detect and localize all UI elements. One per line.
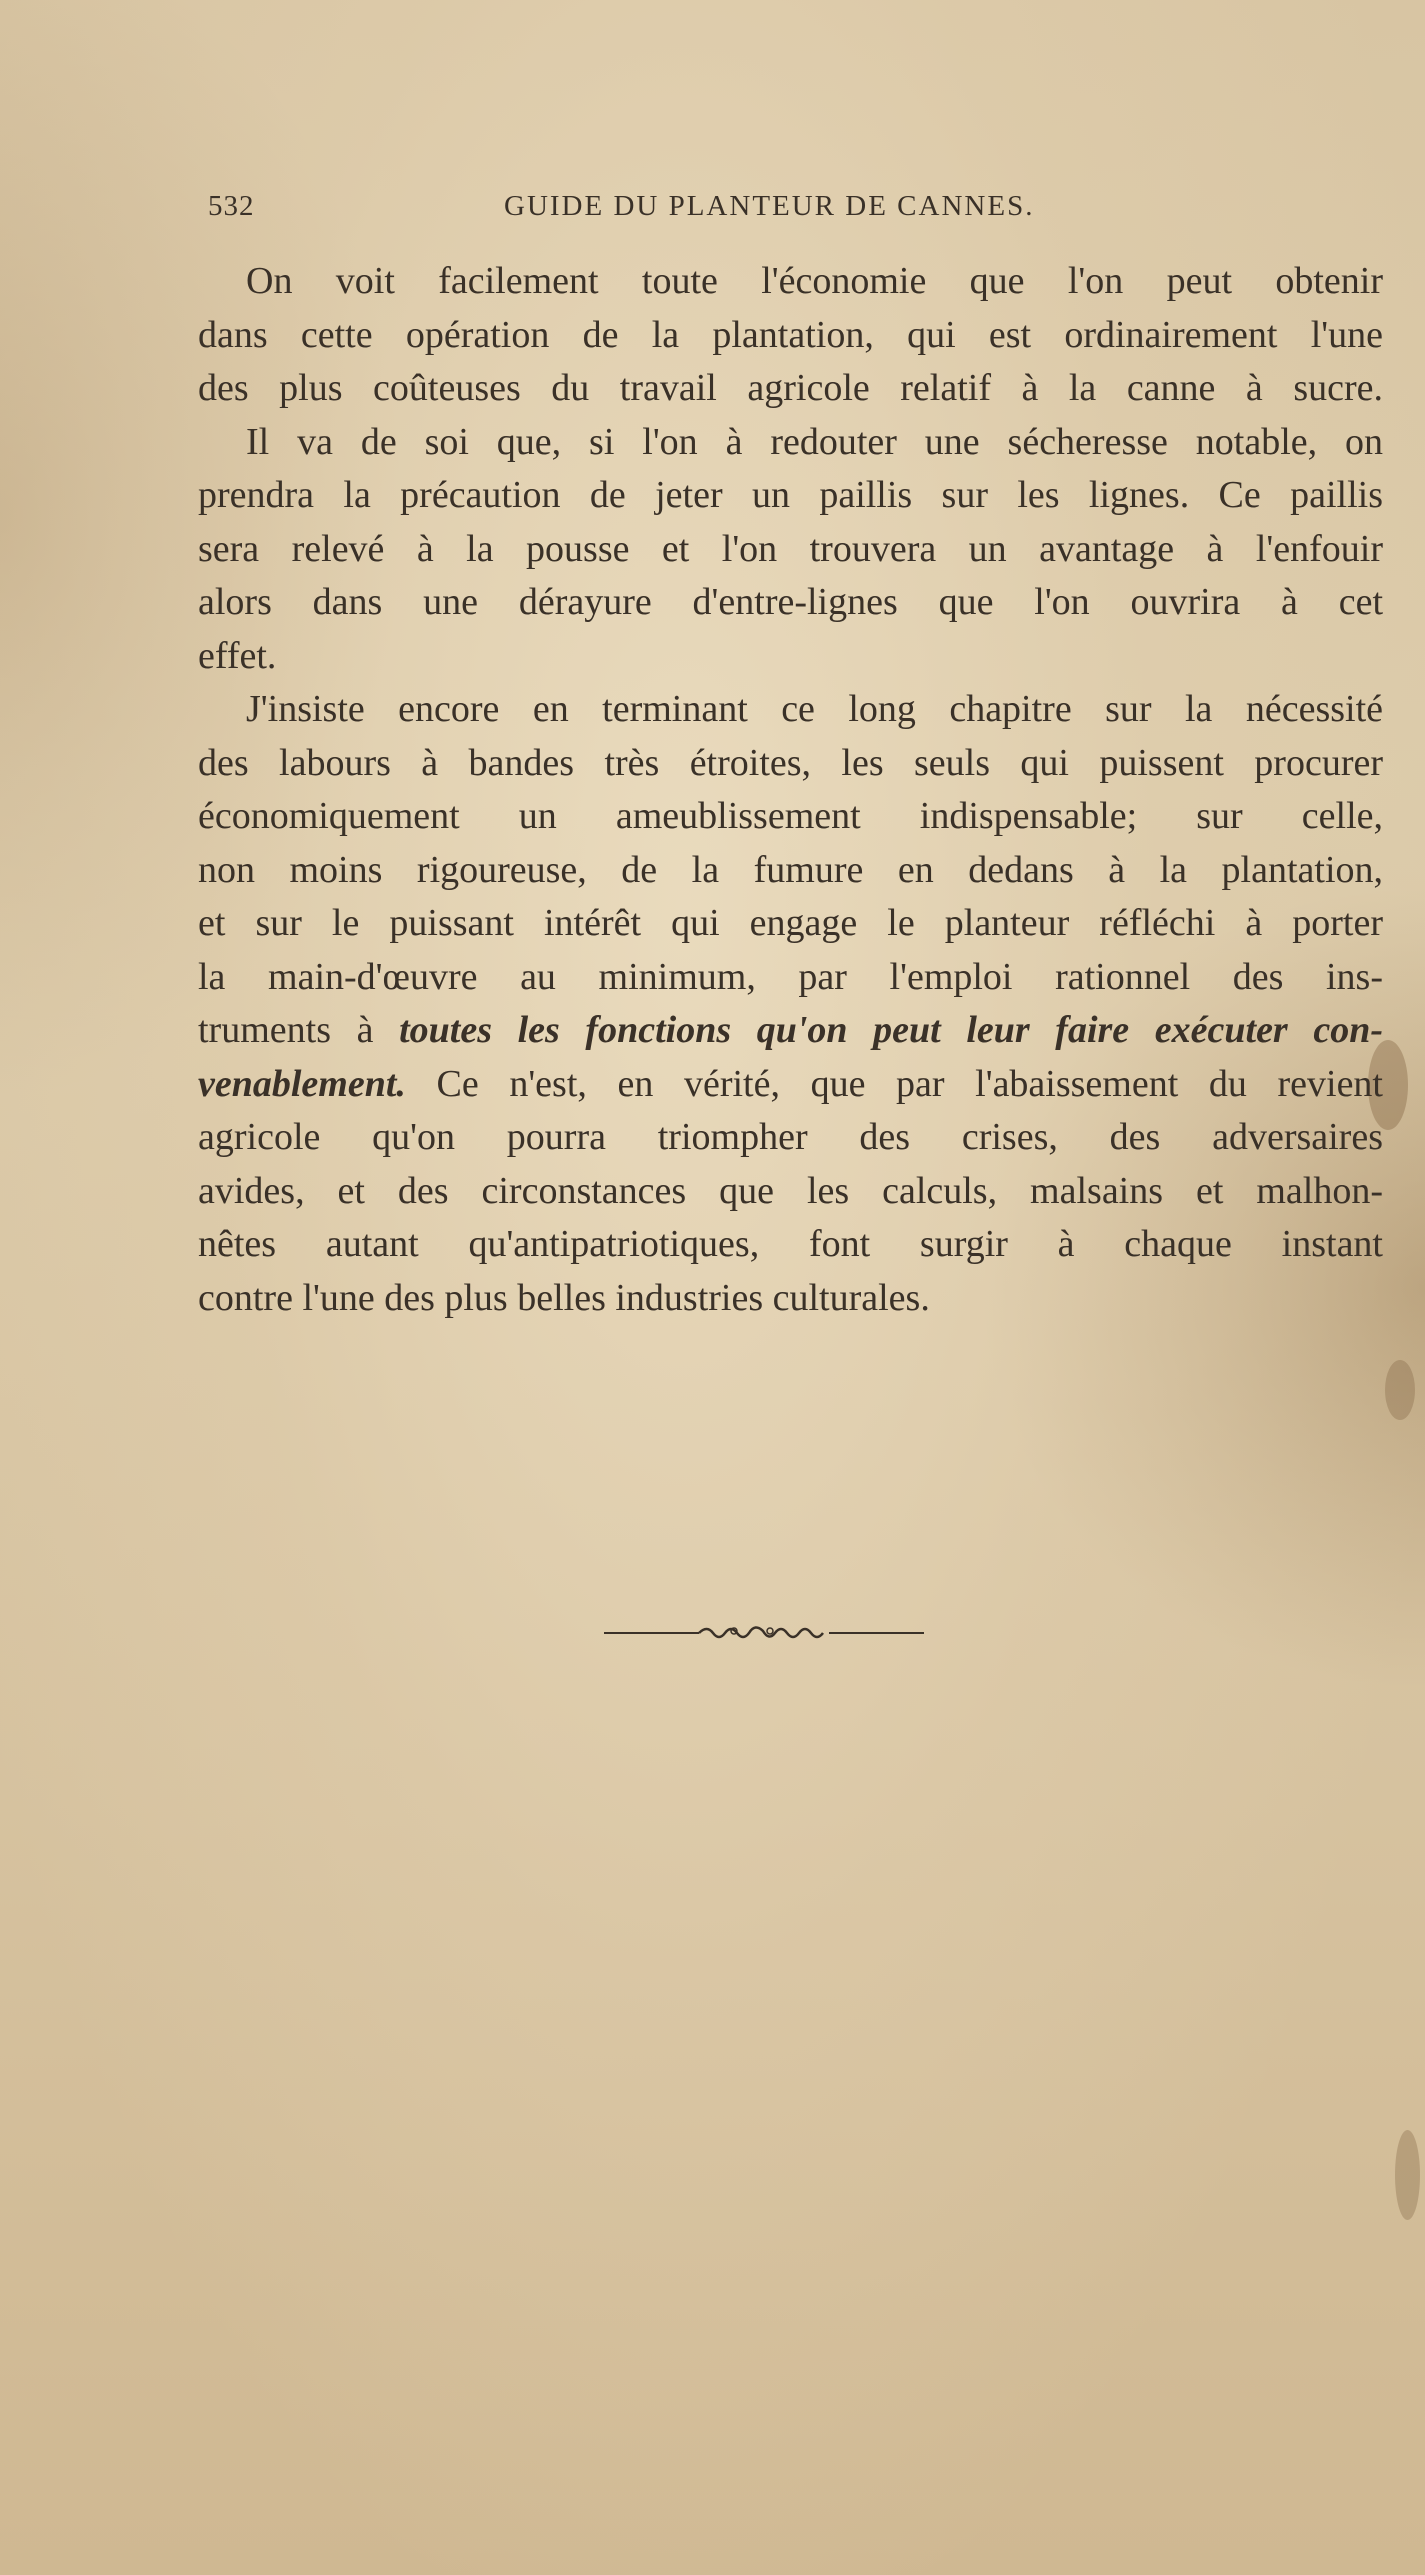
text-line: J'insiste encore en terminant ce long chapitre sur la nécessité [246,688,1383,730]
text-line: On voit facilement toute l'économie que l'on peut obtenir [246,260,1383,302]
running-head [208,190,1066,230]
text-line: prendra la précaution de jeter un paillis sur les lignes. Ce paillis [198,474,1383,516]
italic-text-run: venablement. [198,1062,406,1105]
body-text [198,255,1383,1325]
text-line: agricole qu'on pourra triompher des crises, des adversaires [198,1116,1383,1158]
text-line: la main-d'œuvre au minimum, par l'emploi rationnel des ins- [198,955,1383,998]
text-line: des plus coûteuses du travail agricole relatif à la canne à sucre. [198,367,1383,409]
page-number: 532 [208,190,255,222]
text-line: et sur le puissant intérêt qui engage le planteur réfléchi à porter [198,902,1383,944]
italic-text-run: toutes les fonctions qu'on peut leur faire exécuter con- [399,1009,1383,1051]
text-line [198,1004,1383,1058]
fleuron-divider [604,1618,924,1648]
text-line: effet. [198,634,277,677]
text-line [198,1058,1383,1112]
foxing-stain [1395,2130,1420,2220]
text-run: Ce n'est, en vérité, que par l'abaissement du revient [405,1062,1383,1105]
text-line: économiquement un ameublissement indispensable; sur celle, [198,795,1383,837]
text-line: sera relevé à la pousse et l'on trouvera un avantage à l'enfouir [198,527,1383,570]
foxing-stain [1385,1360,1415,1420]
text-line: avides, et des circonstances que les calculs, malsains et malhon- [198,1169,1383,1212]
text-line: alors dans une dérayure d'entre-lignes que l'on ouvrira à cet [198,581,1383,623]
text-line: des labours à bandes très étroites, les seuls qui puissent procurer [198,741,1383,784]
text-line: nêtes autant qu'antipatriotiques, font surgir à chaque instant [198,1223,1383,1265]
text-line: dans cette opération de la plantation, qui est ordinairement l'une [198,313,1383,356]
text-line: non moins rigoureuse, de la fumure en dedans à la plantation, [198,848,1383,891]
text-line: Il va de soi que, si l'on à redouter une sécheresse notable, on [246,420,1383,463]
text-line: contre l'une des plus belles industries culturales. [198,1276,930,1319]
running-title: GUIDE DU PLANTEUR DE CANNES. [504,190,1035,222]
text-run: truments à [198,1009,400,1051]
